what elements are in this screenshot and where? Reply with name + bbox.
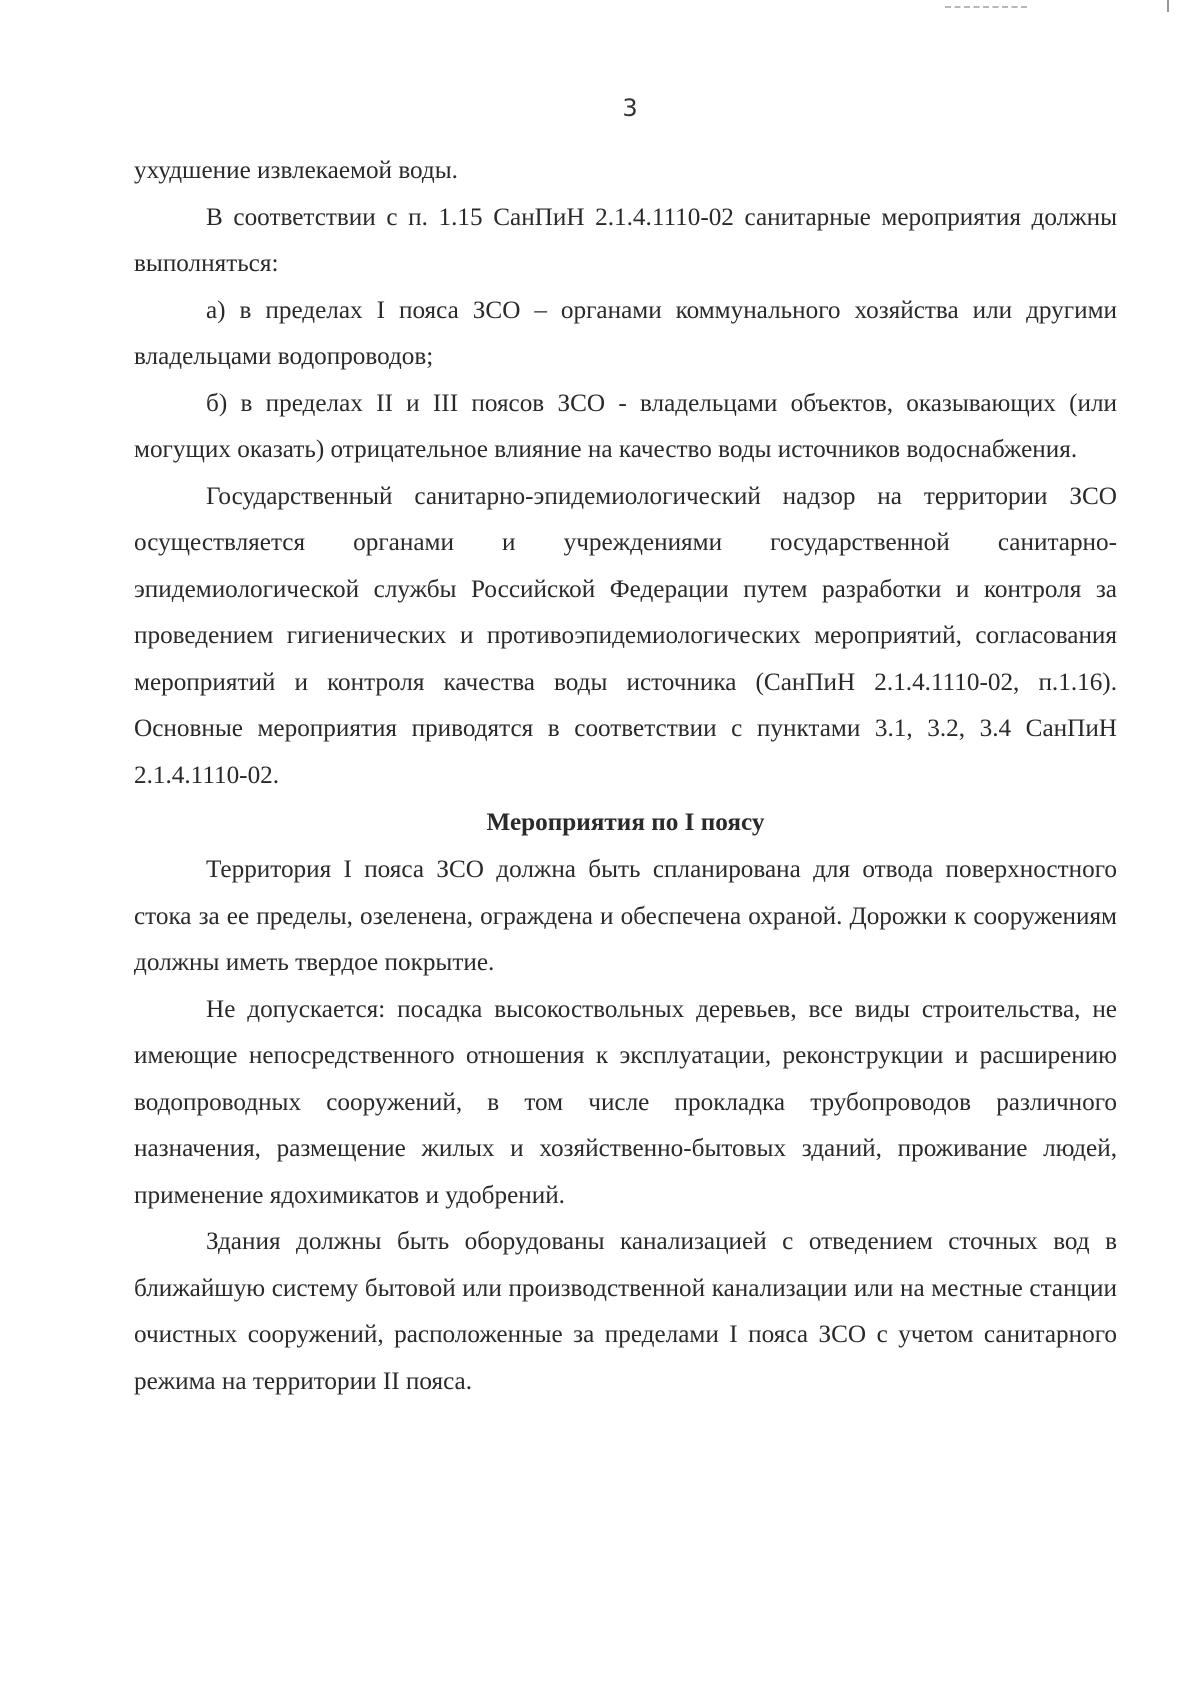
paragraph-item-b: б) в пределах II и III поясов ЗСО - владельцами объектов, оказывающих (или могущих оказать) отрицательное влияние на качество воды источников водоснабжения. <box>134 389 1117 463</box>
section-heading: Мероприятия по I поясу <box>486 809 765 836</box>
document-body <box>134 148 1117 1405</box>
paragraph-sanitary-measures: В соответствии с п. 1.15 СанПиН 2.1.4.1110-02 санитарные мероприятия должны выполняться: <box>134 203 1117 277</box>
paragraph-territory: Территория I пояса ЗСО должна быть спланирована для отвода поверхностного стока за ее пределы, озеленена, ограждена и обеспечена охраной. Дорожки к сооружениям должны иметь твердое покрытие. <box>134 856 1117 976</box>
scan-artifact-right <box>1167 0 1169 12</box>
paragraph-buildings: Здания должны быть оборудованы канализацией с отведением сточных вод в ближайшую систему бытовой или производственной канализации или на местные станции очистных сооружений, расположенные за пределами I пояса ЗСО с учетом санитарного режима на территории II пояса. <box>134 1228 1117 1395</box>
paragraph-state-supervision: Государственный санитарно-эпидемиологический надзор на территории ЗСО осуществляется органами и учреждениями государственной санитарно-эпидемиологической службы Российской Федерации путем разработки и контроля за проведением гигиенических и противоэпидемиологических мероприятий, согласования мероприятий и контроля качества воды источника (СанПиН 2.1.4.1110-02, п.1.16). Основные мероприятия приводятся в соответствии с пунктами 3.1, 3.2, 3.4 СанПиН 2.1.4.1110-02. <box>134 482 1117 789</box>
paragraph-not-allowed: Не допускается: посадка высокоствольных деревьев, все виды строительства, не имеющие непосредственного отношения к эксплуатации, реконструкции и расширению водопроводных сооружений, в том числе прокладка трубопроводов различного назначения, размещение жилых и хозяйственно-бытовых зданий, проживание людей, применение ядохимикатов и удобрений. <box>134 995 1117 1209</box>
page-number: 3 <box>622 94 638 122</box>
paragraph-continuation: ухудшение извлекаемой воды. <box>134 157 458 184</box>
paragraph-item-a: а) в пределах I пояса ЗСО – органами коммунального хозяйства или другими владельцами водопроводов; <box>134 296 1117 370</box>
scan-artifact-top <box>945 6 1027 8</box>
